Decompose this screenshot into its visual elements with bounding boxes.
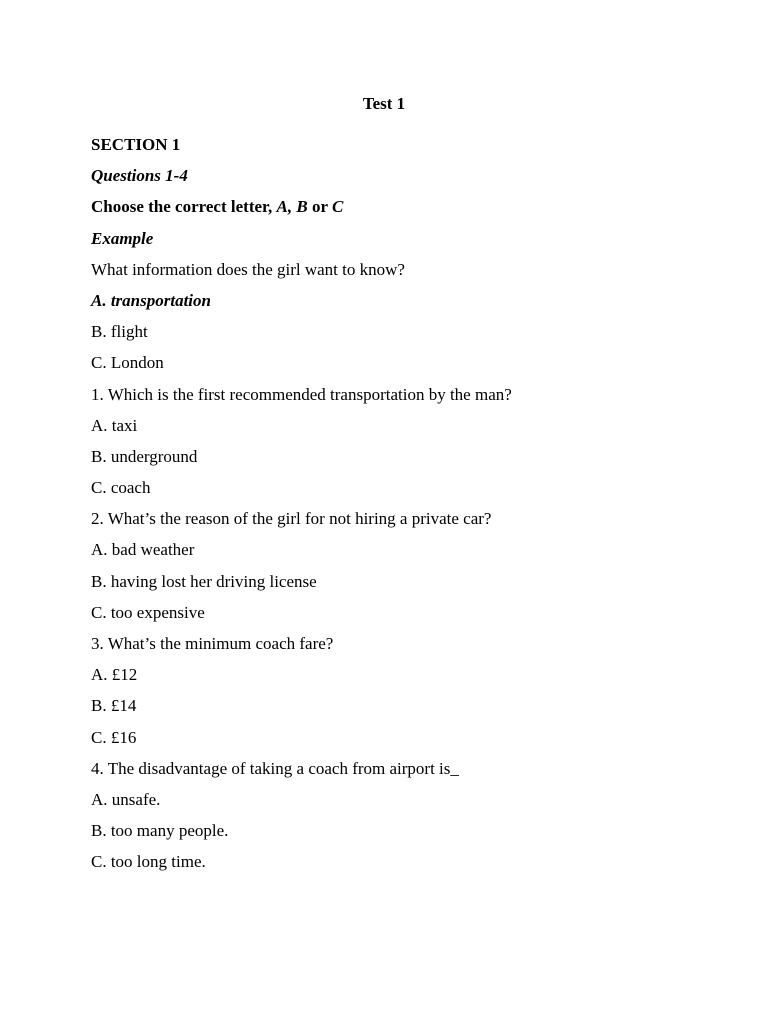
instruction (91, 195, 711, 226)
document-body (91, 133, 711, 882)
question-1-option-a: A. taxi (91, 415, 138, 435)
question-2-option-c: C. too expensive (91, 602, 205, 622)
question-4-option-a: A. unsafe. (91, 789, 161, 809)
question-1: 1. Which is the first recommended transportation by the man? (91, 384, 512, 404)
question-3: 3. What’s the minimum coach fare? (91, 634, 334, 653)
question-3-option-c: C. £16 (91, 727, 137, 747)
question-3-option-b: B. £14 (91, 696, 137, 716)
example-question: What information does the girl want to know? (91, 259, 405, 279)
example-label: Example (91, 228, 154, 248)
example-option: C. London (91, 353, 164, 373)
example-option: B. flight (91, 322, 148, 342)
question-4-option-c: C. too long time. (91, 852, 206, 872)
instruction-prefix: Choose the correct letter, (91, 197, 277, 217)
questions-range: Questions 1-4 (91, 166, 188, 186)
instruction-letters: A, B (276, 197, 308, 217)
question-1-option-b: B. underground (91, 446, 198, 466)
instruction-or: or (307, 197, 332, 217)
question-1-option-c: C. coach (91, 478, 151, 498)
example-answer: A. transportation (91, 290, 211, 310)
instruction-last-letter: C (331, 197, 344, 217)
question-2: 2. What’s the reason of the girl for not hiring a private car? (91, 509, 492, 529)
question-3-option-a: A. £12 (91, 665, 138, 685)
section-heading: SECTION 1 (91, 135, 181, 154)
question-2-option-b: B. having lost her driving license (91, 571, 317, 591)
question-2-option-a: A. bad weather (91, 540, 195, 560)
question-4: 4. The disadvantage of taking a coach from airport is_ (91, 758, 459, 778)
document-title: Test 1 (362, 94, 406, 113)
question-4-option-b: B. too many people. (91, 821, 229, 841)
